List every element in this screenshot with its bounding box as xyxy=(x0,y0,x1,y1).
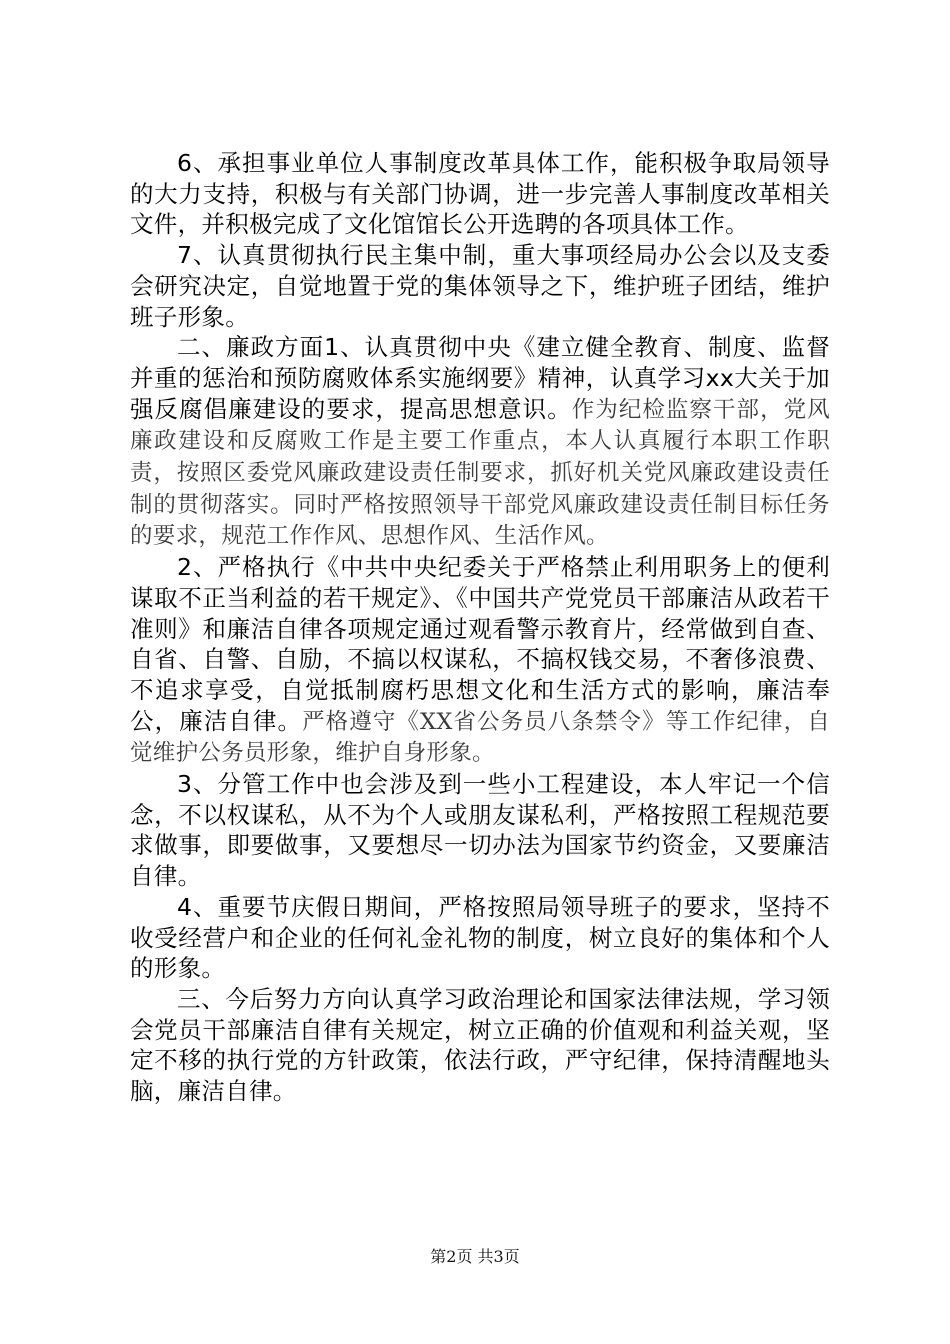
paragraph-text-light: 严格遵守《XX省公务员八条禁令》等工作纪律，自觉维护公务员形象，维护自身形象。 xyxy=(130,708,830,767)
paragraph-integrity-2 xyxy=(130,552,830,769)
paragraph-item-6 xyxy=(130,148,830,240)
paragraph-integrity-overview xyxy=(130,332,830,552)
paragraph-text: 4、重要节庆假日期间，严格按照局领导班子的要求，坚持不收受经营户和企业的任何礼金礼物的制度，树立良好的集体和个人的形象。 xyxy=(130,892,830,983)
page-number-label: 第2页 共3页 xyxy=(430,1247,520,1266)
paragraph-integrity-3 xyxy=(130,769,830,892)
paragraph-integrity-4 xyxy=(130,892,830,984)
paragraph-future-direction xyxy=(130,984,830,1107)
paragraph-item-7 xyxy=(130,240,830,332)
paragraph-text: 二、廉政方面1、认真贯彻中央《建立健全教育、制度、监督并重的惩治和预防腐败体系实施纲要》精神，认真学习xx大关于加强反腐倡廉建设的要求，提高思想意识。 xyxy=(130,333,830,423)
paragraph-text: 2、严格执行《中共中央纪委关于严格禁止利用职务上的便利谋取不正当利益的若干规定》、《中国共产党党员干部廉洁从政若干准则》和廉洁自律各项规定通过观看警示教育片，经常做到自查、自省、自警、自励，不搞以权谋私，不搞权钱交易，不奢侈浪费、不追求享受，自觉抵制腐朽思想文化和生活方式的影响，廉洁奉公，廉洁自律。 xyxy=(130,553,830,735)
paragraph-text-light: 作为纪检监察干部，党风廉政建设和反腐败工作是主要工作重点，本人认真履行本职工作职责，按照区委党风廉政建设责任制要求，抓好机关党风廉政建设责任制的贯彻落实。同时严格按照领导干部党风廉政建设责任制目标任务的要求，规范工作作风、思想作风、生活作风。 xyxy=(130,396,830,550)
document-body xyxy=(130,148,830,1107)
page-footer xyxy=(0,1244,950,1267)
paragraph-text: 三、今后努力方向认真学习政治理论和国家法律法规，学习领会党员干部廉洁自律有关规定，树立正确的价值观和利益关观，坚定不移的执行党的方针政策，依法行政，严守纪律，保持清醒地头脑，廉洁自律。 xyxy=(130,984,830,1106)
paragraph-text: 6、承担事业单位人事制度改革具体工作，能积极争取局领导的大力支持，积极与有关部门协调，进一步完善人事制度改革相关文件，并积极完成了文化馆馆长公开选聘的各项具体工作。 xyxy=(130,149,830,239)
paragraph-text: 3、分管工作中也会涉及到一些小工程建设，本人牢记一个信念，不以权谋私，从不为个人或朋友谋私利，严格按照工程规范要求做事，即要做事，又要想尽一切办法为国家节约资金，又要廉洁自律。 xyxy=(130,770,830,891)
paragraph-text: 7、认真贯彻执行民主集中制，重大事项经局办公会以及支委会研究决定，自觉地置于党的集体领导之下，维护班子团结，维护班子形象。 xyxy=(130,241,830,331)
